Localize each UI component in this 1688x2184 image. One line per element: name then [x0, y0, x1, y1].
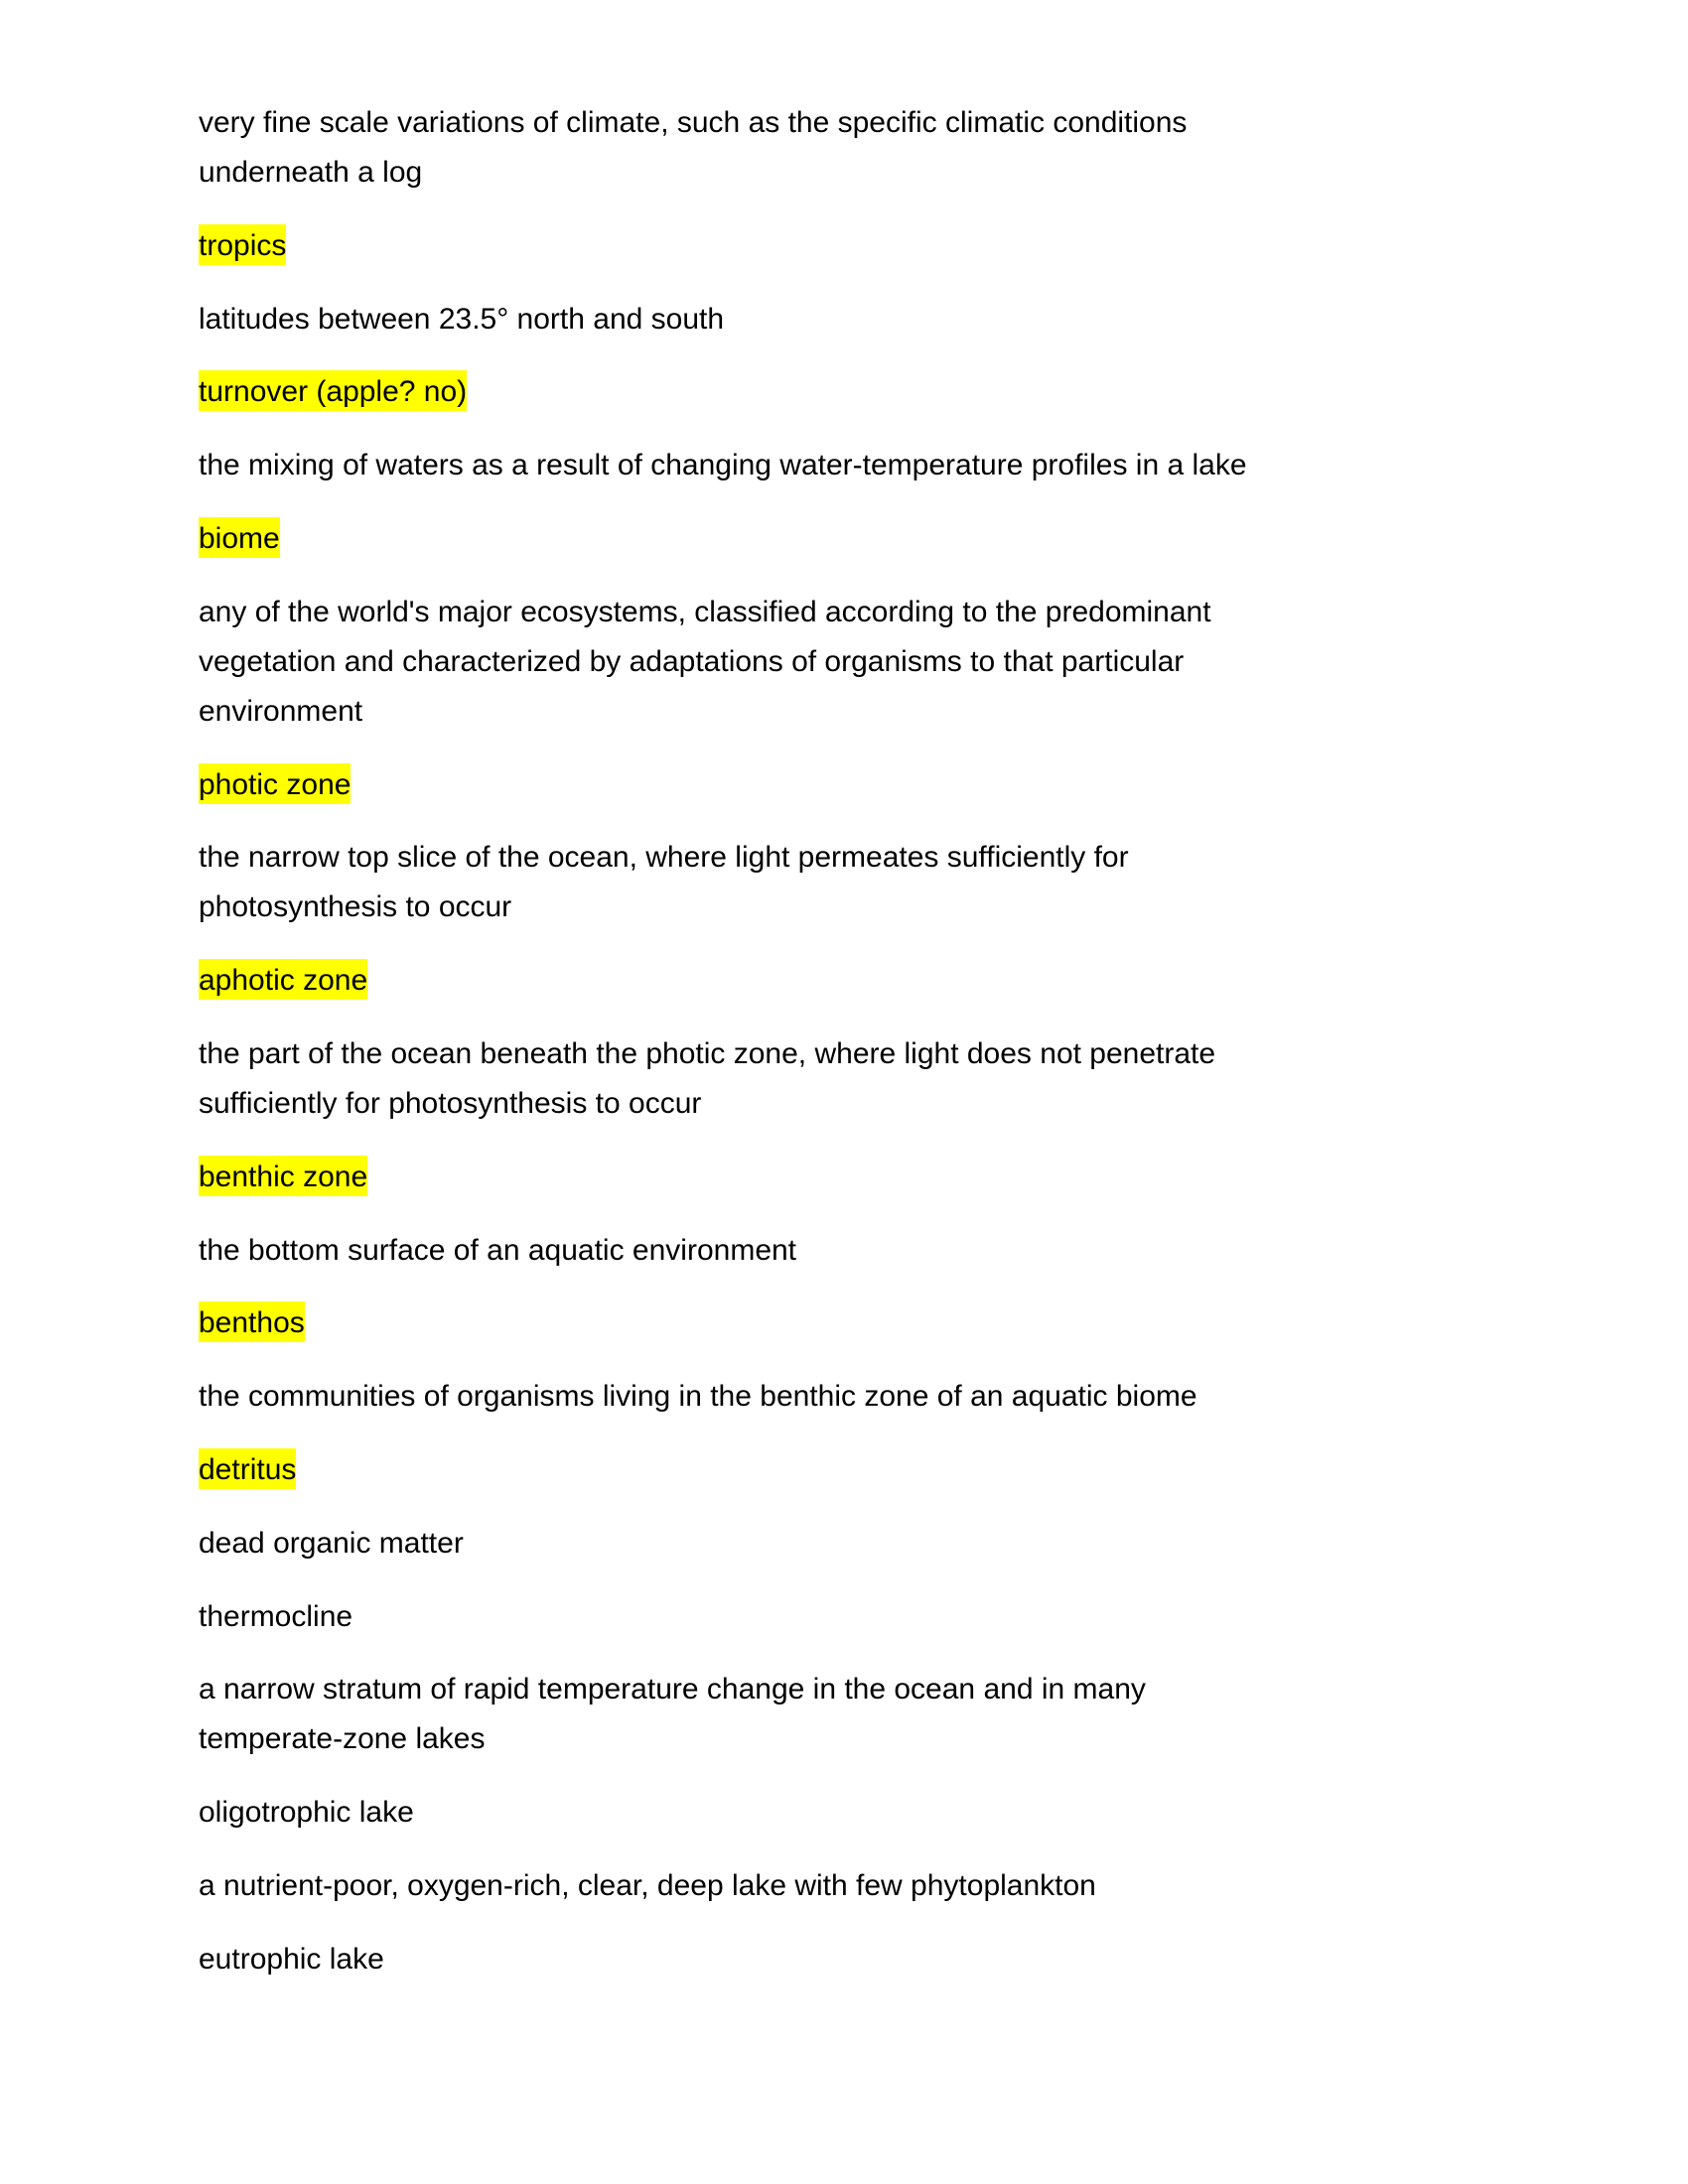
definition-paragraph [199, 1665, 1489, 1764]
highlighted-term: benthos [199, 1301, 305, 1342]
definition-paragraph [199, 441, 1489, 490]
highlighted-term: tropics [199, 224, 286, 265]
highlighted-term: detritus [199, 1448, 296, 1489]
definition-paragraph [199, 833, 1489, 932]
document-page [199, 98, 1489, 2008]
term-paragraph-oligotrophic-lake [199, 1788, 1489, 1838]
term-paragraph-turnover [199, 367, 1489, 417]
definition-paragraph [199, 295, 1489, 344]
term-paragraph-eutrophic-lake [199, 1935, 1489, 1984]
text-line: the mixing of waters as a result of changing water-temperature profiles in a lake [199, 449, 1247, 482]
term-paragraph-photic-zone [199, 760, 1489, 810]
text-line: temperate-zone lakes [199, 1722, 486, 1756]
text-line: the communities of organisms living in the benthic zone of an aquatic biome [199, 1380, 1197, 1414]
text-line: environment [199, 694, 363, 728]
highlighted-term: biome [199, 517, 280, 558]
text-line: a nutrient-poor, oxygen-rich, clear, deep lake with few phytoplankton [199, 1868, 1096, 1902]
text-line: the narrow top slice of the ocean, where light permeates sufficiently for [199, 841, 1129, 875]
text-line: a narrow stratum of rapid temperature change in the ocean and in many [199, 1673, 1146, 1706]
definition-paragraph [199, 1226, 1489, 1276]
highlighted-term: turnover (apple? no) [199, 370, 467, 411]
term-paragraph-biome [199, 514, 1489, 564]
term-paragraph-detritus [199, 1445, 1489, 1495]
term-text: oligotrophic lake [199, 1796, 414, 1830]
text-line: underneath a log [199, 156, 423, 189]
term-paragraph-tropics [199, 221, 1489, 271]
definition-paragraph [199, 1861, 1489, 1911]
term-paragraph-benthos [199, 1298, 1489, 1348]
definition-paragraph [199, 1372, 1489, 1422]
definition-paragraph [199, 1519, 1489, 1569]
definition-paragraph [199, 588, 1489, 737]
highlighted-term: benthic zone [199, 1156, 367, 1196]
text-line: the part of the ocean beneath the photic zone, where light does not penetrate [199, 1036, 1216, 1070]
text-line: any of the world's major ecosystems, classified according to the predominant [199, 595, 1211, 628]
definition-paragraph [199, 1029, 1489, 1129]
highlighted-term: aphotic zone [199, 959, 367, 1000]
text-line: dead organic matter [199, 1526, 464, 1560]
term-paragraph-benthic-zone [199, 1153, 1489, 1202]
term-paragraph-thermocline [199, 1592, 1489, 1642]
text-line: latitudes between 23.5° north and south [199, 302, 725, 336]
highlighted-term: photic zone [199, 763, 351, 804]
term-paragraph-aphotic-zone [199, 956, 1489, 1006]
text-line: very fine scale variations of climate, such as the specific climatic conditions [199, 106, 1188, 139]
term-text: thermocline [199, 1599, 353, 1633]
term-text: eutrophic lake [199, 1942, 384, 1976]
text-line: the bottom surface of an aquatic environment [199, 1233, 797, 1267]
text-line: sufficiently for photosynthesis to occur [199, 1086, 702, 1120]
definition-paragraph [199, 98, 1489, 198]
text-line: vegetation and characterized by adaptations of organisms to that particular [199, 644, 1185, 678]
text-line: photosynthesis to occur [199, 890, 512, 924]
